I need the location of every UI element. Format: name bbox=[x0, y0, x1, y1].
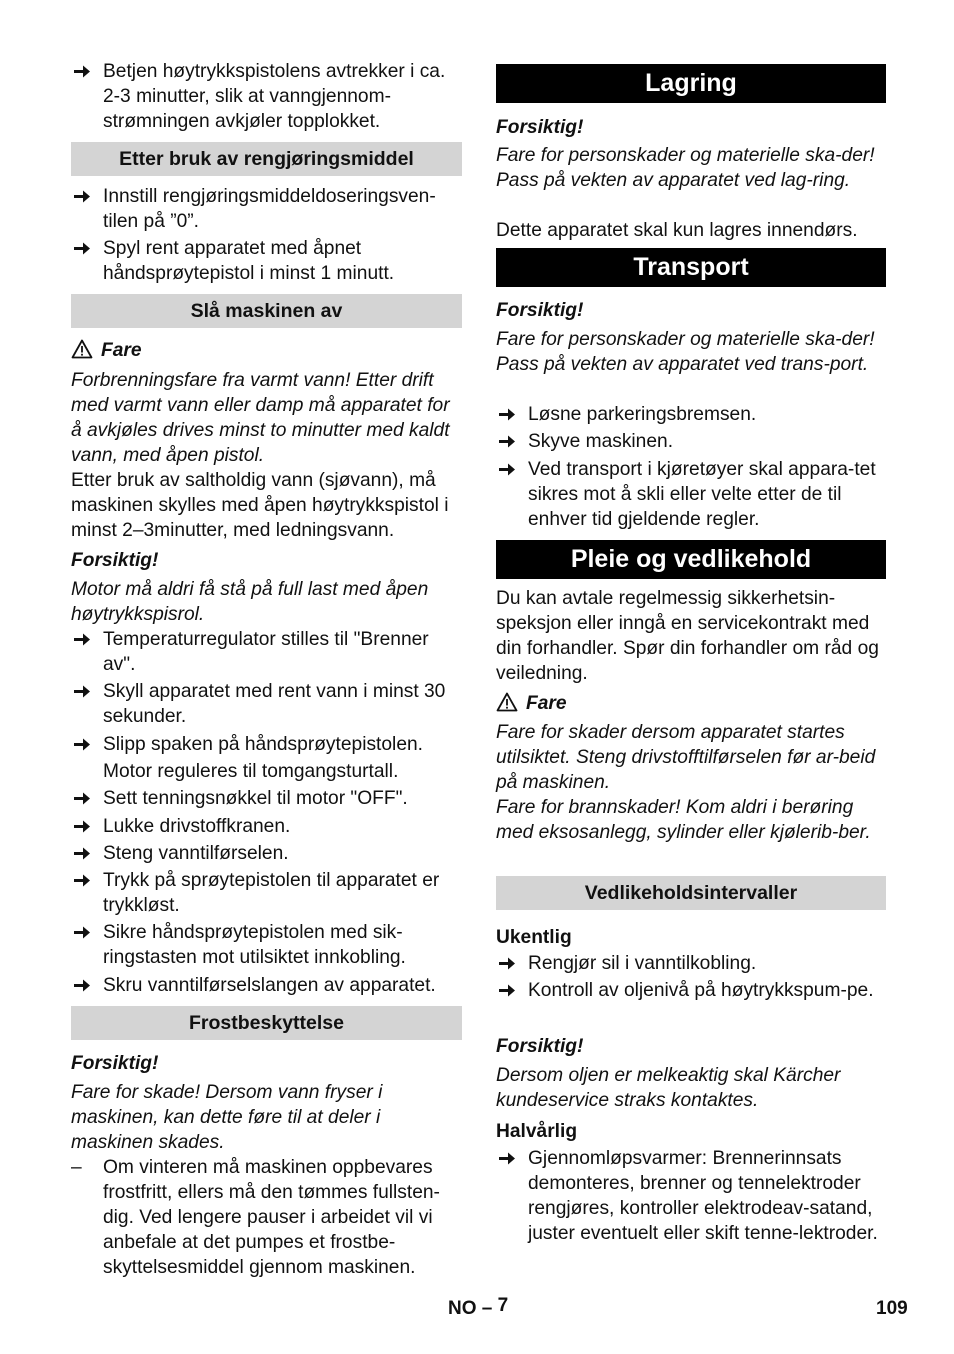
section-heading: Frostbeskyttelse bbox=[71, 1006, 462, 1040]
step-item bbox=[71, 814, 462, 839]
chapter-heading: Transport bbox=[496, 248, 886, 287]
dash-marker: – bbox=[71, 1157, 82, 1178]
caution-text: Dersom oljen er melkeaktig skal Kärcher kundeservice straks kontaktes. bbox=[496, 1065, 841, 1111]
arrow-icon bbox=[71, 868, 93, 893]
step-text: Temperaturregulator stilles til "Brenner av". bbox=[103, 629, 429, 675]
step-item bbox=[496, 951, 886, 976]
footer-section-code: NO bbox=[448, 1298, 477, 1319]
danger-label-text: Fare bbox=[526, 693, 567, 714]
chapter-heading: Pleie og vedlikehold bbox=[496, 540, 886, 579]
chapter-heading: Lagring bbox=[496, 64, 886, 103]
arrow-icon bbox=[71, 184, 93, 209]
caution-text: Fare for skade! Dersom vann fryser i maskinen, kan dette føre til at deler i maskinen skades. bbox=[71, 1082, 383, 1153]
step-text: Ved transport i kjøretøyer skal appara-tet sikres mot å skli eller velte etter de til enhver tid gjeldende regler. bbox=[528, 459, 876, 530]
step-item bbox=[71, 732, 462, 757]
warning-triangle-icon bbox=[496, 692, 518, 712]
step-text: Løsne parkeringsbremsen. bbox=[528, 404, 757, 425]
arrow-icon bbox=[71, 973, 93, 998]
step-text: Skru vanntilførselslangen av apparatet. bbox=[103, 975, 436, 996]
danger-label-text: Fare bbox=[101, 340, 142, 361]
page-number: 109 bbox=[876, 1298, 908, 1319]
step-item bbox=[71, 920, 462, 970]
arrow-icon bbox=[71, 814, 93, 839]
step-item bbox=[496, 978, 886, 1003]
body-text: Etter bruk av saltholdig vann (sjøvann), må maskinen skylles med åpen høytrykkspistol i minst 2–3minutter, med ledningsvann. bbox=[71, 470, 449, 541]
arrow-icon bbox=[71, 679, 93, 704]
step-item bbox=[71, 627, 462, 677]
step-text: Innstill rengjøringsmiddeldoseringsven-tilen på ”0”. bbox=[103, 186, 436, 232]
arrow-icon bbox=[496, 429, 518, 454]
arrow-icon bbox=[71, 732, 93, 757]
arrow-icon bbox=[71, 841, 93, 866]
dash-item bbox=[71, 1155, 462, 1280]
danger-text: Fare for skader dersom apparatet startes utilsiktet. Steng drivstofftilførselen før ar-beid på maskinen. bbox=[496, 722, 876, 793]
step-text: Trykk på sprøytepistolen til apparatet er trykkløst. bbox=[103, 870, 440, 916]
interval-label: Halvårlig bbox=[496, 1121, 578, 1142]
step-text: Spyl rent apparatet med åpnet håndsprøytepistol i minst 1 minutt. bbox=[103, 238, 395, 284]
step-text: Skyve maskinen. bbox=[528, 431, 674, 452]
arrow-icon bbox=[71, 920, 93, 945]
section-heading: Slå maskinen av bbox=[71, 294, 462, 328]
step-item bbox=[496, 402, 886, 427]
step-item bbox=[71, 184, 462, 234]
arrow-icon bbox=[71, 786, 93, 811]
step-item bbox=[71, 786, 462, 811]
step-text: Lukke drivstoffkranen. bbox=[103, 816, 291, 837]
step-text: Rengjør sil i vanntilkobling. bbox=[528, 953, 757, 974]
step-text: Betjen høytrykkspistolens avtrekker i ca. 2-3 minutter, slik at vanngjennom-strømningen avkjøler topplokket. bbox=[103, 61, 446, 132]
arrow-icon bbox=[496, 457, 518, 482]
step-item bbox=[71, 59, 462, 134]
arrow-icon bbox=[71, 59, 93, 84]
page-footer-section bbox=[448, 1295, 509, 1320]
step-text: Gjennomløpsvarmer: Brennerinnsats demonteres, brenner og tennelektroder rengjøres, kontroller elektrodeav-satand, juster eventuelt eller skift tenne-lektroder. bbox=[528, 1148, 878, 1244]
step-item bbox=[496, 1146, 886, 1246]
footer-section-page: 7 bbox=[497, 1295, 509, 1316]
note-text: Motor reguleres til tomgangsturtall. bbox=[103, 761, 399, 782]
step-item bbox=[71, 679, 462, 729]
step-item bbox=[71, 973, 462, 998]
danger-label bbox=[496, 691, 886, 716]
step-item bbox=[71, 868, 462, 918]
arrow-icon bbox=[496, 951, 518, 976]
step-item bbox=[71, 236, 462, 286]
caution-text: Fare for personskader og materielle ska-der! Pass på vekten av apparatet ved lag-ring. bbox=[496, 145, 875, 191]
danger-label bbox=[71, 338, 462, 363]
arrow-icon bbox=[496, 1146, 518, 1171]
caution-label: Forsiktig! bbox=[496, 300, 584, 321]
section-heading: Etter bruk av rengjøringsmiddel bbox=[71, 142, 462, 176]
step-item bbox=[496, 429, 886, 454]
danger-text: Forbrenningsfare fra varmt vann! Etter drift med varmt vann eller damp må apparatet for å avkjøles drives minst to minutter med kaldt vann, med åpen pistol. bbox=[71, 370, 450, 466]
arrow-icon bbox=[496, 402, 518, 427]
caution-label: Forsiktig! bbox=[71, 1053, 159, 1074]
body-text: Dette apparatet skal kun lagres innendørs. bbox=[496, 220, 858, 241]
step-text: Steng vanntilførselen. bbox=[103, 843, 289, 864]
caution-text: Motor må aldri få stå på full last med åpen høytrykkspisrol. bbox=[71, 579, 429, 625]
dash-text: Om vinteren må maskinen oppbevares frostfritt, ellers må den tømmes fullsten-dig. Ved lengere pauser i arbeidet vil vi anbefale at det pumpes et frostbe-skyttelsesmiddel gjennom maskinen. bbox=[103, 1157, 440, 1278]
caution-label: Forsiktig! bbox=[496, 1036, 584, 1057]
step-item bbox=[496, 457, 886, 532]
step-text: Kontroll av oljenivå på høytrykkspum-pe. bbox=[528, 980, 874, 1001]
caution-label: Forsiktig! bbox=[496, 117, 584, 138]
danger-text: Fare for brannskader! Kom aldri i berøring med eksosanlegg, sylinder eller kjølerib-ber. bbox=[496, 797, 871, 843]
step-text: Sikre håndsprøytepistolen med sik-ringstasten mot utilsiktet innkobling. bbox=[103, 922, 406, 968]
arrow-icon bbox=[71, 627, 93, 652]
warning-triangle-icon bbox=[71, 339, 93, 359]
footer-dash: – bbox=[481, 1298, 493, 1319]
step-item bbox=[71, 841, 462, 866]
arrow-icon bbox=[496, 978, 518, 1003]
section-heading: Vedlikeholdsintervaller bbox=[496, 876, 886, 910]
arrow-icon bbox=[71, 236, 93, 261]
caution-label: Forsiktig! bbox=[71, 550, 159, 571]
step-text: Skyll apparatet med rent vann i minst 30 sekunder. bbox=[103, 681, 446, 727]
body-text: Du kan avtale regelmessig sikkerhetsin-speksjon eller inngå en servicekontrakt med din forhandler. Spør din forhandler om råd og veiledning. bbox=[496, 588, 879, 684]
interval-label: Ukentlig bbox=[496, 927, 572, 948]
caution-text: Fare for personskader og materielle ska-der! Pass på vekten av apparatet ved trans-port. bbox=[496, 329, 875, 375]
step-text: Sett tenningsnøkkel til motor "OFF". bbox=[103, 788, 408, 809]
step-text: Slipp spaken på håndsprøytepistolen. bbox=[103, 734, 423, 755]
